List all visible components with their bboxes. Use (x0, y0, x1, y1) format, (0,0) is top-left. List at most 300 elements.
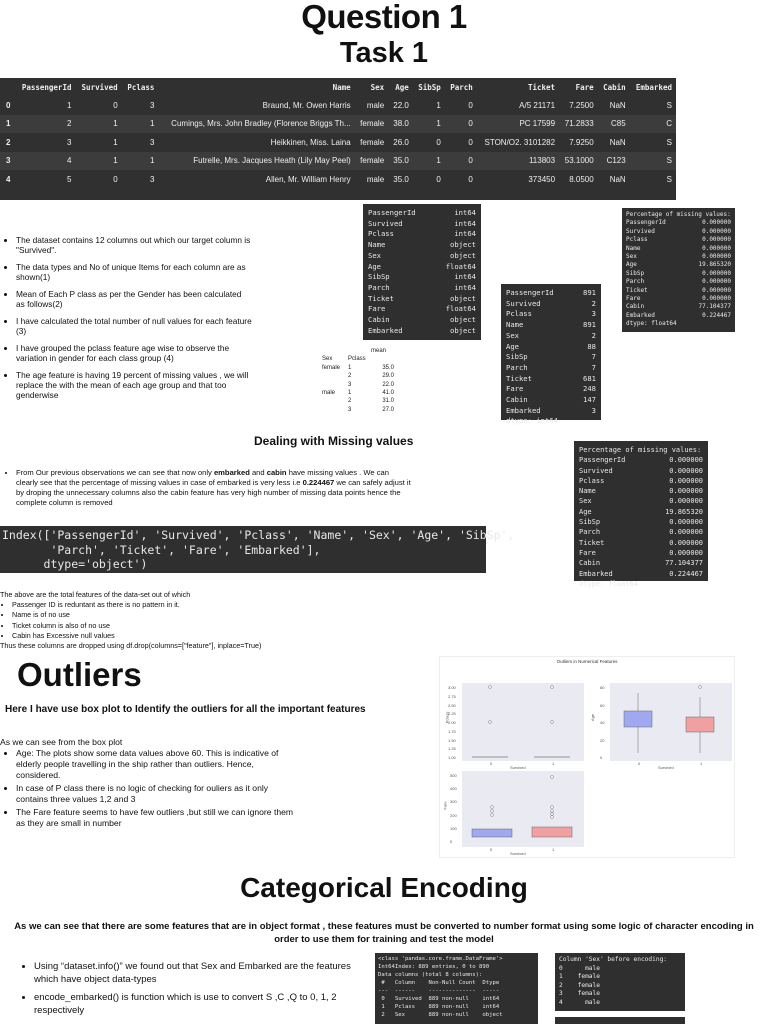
table-cell: 3 (67, 137, 72, 147)
column-header: Pclass (127, 82, 155, 92)
output-value: 0.224467 (669, 569, 703, 578)
output-row (506, 352, 596, 363)
output-row (626, 219, 731, 227)
axis-tick: 1.00 (448, 755, 456, 760)
dataframe-head-table (0, 78, 676, 200)
mean-class: 3 (348, 406, 352, 413)
output-row (626, 261, 731, 269)
x-tick: 0 (490, 761, 493, 766)
mean-value: 35.0 (382, 364, 394, 371)
info-line: 0 Survived 889 non-null int64 (378, 996, 500, 1002)
output-value: 0.000000 (702, 295, 731, 303)
output-key: PassengerId (368, 208, 416, 217)
table-row (0, 115, 676, 134)
output-row (506, 384, 596, 395)
output-row (368, 219, 476, 230)
table-cell: C (630, 115, 676, 134)
output-row (579, 486, 703, 496)
output-value: 0.000000 (702, 236, 731, 244)
boxplot-title: Outliers in Numerical Features (556, 659, 618, 664)
output-row (626, 236, 731, 244)
output-key: Fare (626, 295, 641, 303)
output-key: Sex (368, 250, 381, 260)
table-cell: 2 (6, 137, 11, 147)
mean-row (322, 397, 394, 405)
output-row (626, 228, 731, 236)
sex-line: 2 female (559, 981, 600, 989)
output-value: 0.000000 (669, 487, 703, 496)
y-axis-label: Fare (442, 801, 448, 810)
table-cell: Cumings, Mrs. John Bradley (Florence Briggs Th... (158, 115, 354, 134)
info-line: 2 Sex 889 non-null object (378, 1012, 503, 1018)
axis-tick: 80 (600, 685, 605, 690)
output-footer: dtype: int64 (506, 416, 558, 426)
outliers-notes (0, 737, 300, 831)
output-key: PassengerId (579, 456, 626, 465)
axis-tick: 2.50 (448, 702, 456, 708)
output-value: 0.000000 (702, 253, 731, 261)
encoding-subtitle: As we can see that there are some features that are in object format , these features must be converted to number format using some logic of character encoding in order to use them for training and test the model (14, 921, 754, 945)
output-key: Fare (368, 304, 386, 314)
bullet-item: • I have grouped the pclass feature age wise to observe the variation in gender for each class group (4) (16, 343, 252, 363)
axis-tick: 0 (450, 839, 453, 844)
page-title: Question 1 (301, 0, 467, 35)
column-header: Sex (370, 82, 385, 92)
table-cell: 4 (15, 152, 75, 171)
table-row (0, 133, 676, 152)
table-cell: 0 (468, 100, 473, 110)
axis-tick: 1.50 (448, 737, 456, 743)
bullet-item: • Mean of Each P class as per the Gender has been calculated as follows(2) (16, 289, 252, 309)
axis-tick: 40 (600, 720, 605, 725)
output-row (579, 496, 703, 506)
boxplot-svg (440, 657, 734, 857)
output-row (579, 538, 703, 548)
table-cell: 1 (413, 152, 445, 171)
output-key: Age (579, 507, 592, 516)
output-value: int64 (454, 229, 476, 239)
output-row (368, 262, 476, 273)
output-row (368, 294, 476, 305)
output-row (506, 342, 596, 353)
output-row (626, 312, 731, 320)
bullet-item: • In case of P class there is no logic of checking for ouliers as it only contains three values 1,2 and 3 (16, 783, 300, 805)
y-axis-label: Pclass (444, 711, 450, 724)
table-cell: male (366, 174, 385, 184)
output-row (506, 288, 596, 299)
unique-counts-output (501, 284, 601, 426)
mean-sex (322, 372, 348, 380)
output-row (626, 295, 731, 303)
axis-tick: 3.00 (448, 685, 456, 690)
output-value: object (450, 250, 476, 260)
output-value: int64 (454, 218, 476, 228)
output-value: 147 (583, 395, 596, 405)
output-key: Name (579, 487, 596, 496)
output-key: Name (368, 240, 386, 250)
table-cell: female (355, 115, 389, 134)
table-cell: 0 (6, 100, 11, 110)
y-axis-label: Age (590, 713, 596, 722)
output-title: Percentage of missing values: (579, 446, 702, 454)
table-cell: C123 (598, 152, 630, 171)
bullet-item: • The dataset contains 12 columns out which our target column is "Survived". (16, 235, 252, 255)
column-header: Embarked (635, 82, 672, 92)
output-key: Embarked (506, 405, 541, 415)
outliers-intro: As we can see from the box plot (0, 737, 123, 747)
output-value: int64 (454, 272, 476, 282)
column-header: Ticket (527, 82, 556, 92)
output-key: Sex (579, 497, 592, 506)
mean-sex: female (322, 364, 341, 371)
output-value: object (450, 293, 476, 303)
axis-tick: 1.75 (448, 728, 456, 734)
table-cell: Allen, Mr. William Henry (265, 174, 351, 184)
output-key: Age (368, 261, 381, 271)
box-survived-1 (686, 717, 714, 732)
bullet-item: • Passenger ID is reduntant as there is no pattern in it. (12, 600, 330, 610)
output-row (626, 253, 731, 261)
table-cell: 0 (436, 137, 441, 147)
output-value: 19.865320 (665, 507, 703, 516)
output-value: 7 (591, 352, 596, 362)
output-value: 3 (591, 309, 596, 319)
output-key: SibSp (368, 272, 390, 282)
mean-class: 1 (348, 364, 352, 371)
table-cell: 1 (75, 115, 121, 134)
mean-class: 3 (348, 381, 352, 388)
output-value: 0.000000 (702, 244, 731, 252)
table-cell: female (360, 137, 385, 147)
output-row (579, 507, 703, 517)
output-key: Age (626, 261, 637, 269)
table-cell: 1 (122, 115, 159, 134)
output-key: Ticket (506, 373, 532, 383)
column-header: Parch (450, 82, 473, 92)
column-header: Fare (575, 82, 594, 92)
table-cell: Braund, Mr. Owen Harris (262, 100, 351, 110)
output-value: 0.000000 (702, 286, 731, 294)
output-key: Sex (506, 330, 519, 340)
output-row (579, 466, 703, 476)
output-value: int64 (454, 282, 476, 292)
mean-sex (322, 397, 348, 405)
table-row (0, 170, 676, 189)
output-value: int64 (454, 208, 476, 217)
mean-value: 29.0 (382, 373, 394, 380)
output-row (579, 558, 703, 568)
output-key: Parch (579, 528, 601, 537)
mean-row (322, 364, 394, 372)
output-value: 0.000000 (669, 548, 703, 557)
dataset-info-output (375, 953, 538, 1024)
table-cell: 8.0500 (569, 174, 594, 184)
x-tick: 1 (700, 761, 703, 766)
output-key: Survived (368, 218, 403, 228)
table-cell: 53.1000 (559, 152, 598, 171)
mean-class: 2 (348, 373, 352, 380)
sex-line: 0 male (559, 964, 600, 972)
mean-col: Pclass (348, 356, 366, 363)
table-cell: 5 (67, 174, 72, 184)
output-key: Ticket (368, 293, 394, 303)
table-cell: 71.2833 (559, 115, 598, 134)
feature-drop-notes (0, 590, 330, 651)
column-header: SibSp (418, 82, 441, 92)
output-value: 88 (587, 341, 596, 351)
output-key: Pclass (506, 309, 532, 319)
table-cell: 22.0 (393, 100, 409, 110)
info-line: # Column Non-Null Count Dtype (378, 980, 500, 986)
output-key: Survived (506, 298, 541, 308)
bullet-item: • The Fare feature seems to have few outliers ,but still we can ignore them as they are small in number (16, 807, 300, 829)
output-value: 19.865320 (698, 261, 731, 269)
axis-tick: 0 (600, 755, 603, 760)
table-cell: 38.0 (388, 115, 413, 134)
table-cell: 0 (445, 152, 477, 171)
output-value: 0.000000 (702, 278, 731, 286)
output-footer: dtype: float64 (579, 579, 639, 588)
output-value: object (450, 240, 476, 250)
output-key: Name (506, 320, 524, 330)
output-key: PassengerId (506, 288, 554, 297)
output-key: Cabin (506, 395, 528, 405)
axis-tick: 2.00 (448, 720, 456, 725)
mean-row (322, 406, 394, 414)
feature-intro: The above are the total features of the data-set out of which (0, 590, 191, 599)
column-header: PassengerId (21, 82, 72, 92)
table-cell: 3 (149, 100, 155, 110)
axis-tick: 1.25 (448, 746, 456, 752)
output-footer: dtype: float64 (626, 320, 677, 328)
output-row (626, 270, 731, 278)
code-line: 'Parch', 'Ticket', 'Fare', 'Embarked'], (2, 542, 321, 557)
info-line: <class 'pandas.core.frame.DataFrame'> (378, 956, 503, 962)
output-key: Embarked (579, 569, 613, 578)
table-cell: S (666, 174, 672, 184)
x-axis-label: Survived (510, 765, 526, 770)
table-cell: 0 (436, 174, 441, 184)
mean-row (322, 389, 394, 397)
mean-value: 22.0 (382, 381, 394, 388)
output-row (368, 251, 476, 262)
output-value: 0.000000 (702, 219, 731, 227)
x-tick: 1 (552, 761, 555, 766)
table-cell: 0 (113, 100, 118, 110)
axis-tick: 2.25 (448, 711, 456, 717)
sex-line: Column 'Sex' before encoding: (559, 956, 668, 963)
column-header: Age (395, 82, 409, 92)
output-key: Name (626, 244, 641, 252)
output-row (579, 476, 703, 486)
output-value: float64 (445, 261, 476, 271)
output-title: Percentage of missing values: (626, 211, 731, 218)
dtypes-output (363, 204, 481, 340)
axis-tick: 20 (600, 737, 605, 743)
mean-sex (322, 381, 348, 389)
output-value: 0.000000 (669, 538, 703, 547)
outliers-title: Outliers (17, 656, 142, 693)
output-value: 0.000000 (702, 269, 731, 277)
index-header (0, 78, 15, 96)
encoding-notes (4, 960, 374, 1022)
output-row (506, 395, 596, 406)
mean-value: 27.0 (382, 406, 394, 413)
sex-before-encoding-output (555, 953, 685, 1011)
output-key: Pclass (626, 236, 648, 244)
table-cell: 113803 (477, 152, 559, 171)
next-output-box (555, 1017, 685, 1024)
axis-tick: 2.75 (448, 693, 456, 699)
bullet-item: • Name is of no use (12, 610, 330, 620)
output-row (579, 455, 703, 465)
mean-sex (322, 406, 348, 414)
table-cell: 0 (468, 174, 473, 184)
output-value: 7 (591, 362, 596, 372)
output-key: Fare (579, 548, 596, 557)
table-cell: 0 (113, 174, 118, 184)
output-row (368, 326, 476, 337)
table-cell: 1 (75, 152, 121, 171)
output-row (506, 299, 596, 310)
output-value: 891 (583, 288, 596, 297)
output-key: Sex (626, 253, 637, 261)
output-key: Ticket (579, 538, 605, 547)
axis-tick: 100 (450, 825, 457, 831)
output-row (368, 272, 476, 283)
output-key: Age (506, 341, 519, 351)
output-value: 891 (583, 320, 596, 330)
table-cell: 1 (0, 115, 15, 134)
x-axis-label: Survived (658, 765, 674, 770)
output-value: 681 (583, 373, 596, 383)
table-cell: 35.0 (388, 152, 413, 171)
table-cell: 1 (122, 152, 159, 171)
table-cell: 1 (413, 115, 445, 134)
table-cell: NaN (609, 137, 626, 147)
table-cell: NaN (609, 100, 626, 110)
code-line: dtype='object') (2, 557, 148, 571)
output-row (626, 287, 731, 295)
mean-value: 31.0 (382, 398, 394, 405)
table-cell: 0 (468, 137, 473, 147)
mean-row (322, 372, 394, 380)
column-header: Name (332, 82, 351, 92)
output-value: 0.000000 (669, 456, 703, 465)
feature-outro: Thus these columns are dropped using df.drop(columns=["feature"], inplace=True) (0, 641, 262, 651)
output-key: Embarked (626, 311, 655, 319)
table-cell: 35.0 (393, 174, 409, 184)
output-value: 77.104377 (698, 303, 731, 311)
mean-class: 1 (348, 390, 352, 397)
output-key: Ticket (626, 286, 648, 294)
missing-paragraph: • From Our previous observations we can see that now only embarked and cabin have missing values . We can clearly see that the percentage of missing values in case of embarked is very less i.e 0.224467 we can safely adjust it by droping the unnecessary columns also the cabin feature has very high number of missing data points hence the complete column is removed (2, 468, 412, 508)
table-cell: 0 (445, 115, 477, 134)
output-key: Parch (626, 278, 645, 286)
bullet-item: • encode_embarked() is function which is use to convert S ,C ,Q to 0, 1, 2 respectively (34, 991, 374, 1017)
bullet-item: • Cabin has Excessive null values (12, 631, 330, 641)
output-row (626, 278, 731, 286)
output-row (368, 240, 476, 251)
output-key: Embarked (368, 325, 403, 335)
output-key: Survived (579, 466, 613, 475)
table-cell: male (366, 100, 385, 110)
bullet-item: • The data types and No of unique Items for each column are as shown(1) (16, 262, 252, 282)
table-cell: 1 (113, 137, 118, 147)
output-value: 248 (583, 384, 596, 394)
output-key: Parch (368, 282, 390, 292)
boxplot-figure (439, 656, 735, 858)
columns-index-output (0, 526, 515, 573)
info-line: --- ------ -------------- ----- (378, 988, 500, 994)
x-tick: 1 (552, 847, 555, 852)
table-cell: 3 (0, 152, 15, 171)
table-row (0, 96, 676, 115)
bullet-item: • Ticket column is also of no use (12, 621, 330, 631)
output-value: 0.000000 (669, 518, 703, 527)
output-key: Cabin (626, 303, 645, 311)
output-key: Cabin (579, 559, 601, 568)
output-value: 0.000000 (702, 227, 731, 235)
x-tick: 0 (490, 847, 493, 852)
info-line: Data columns (total 8 columns): (378, 972, 483, 978)
output-key: Pclass (368, 229, 394, 239)
sex-line: 3 female (559, 990, 600, 998)
output-row (506, 406, 596, 417)
mean-sex: male (322, 390, 336, 397)
table-cell: 26.0 (393, 137, 409, 147)
output-value: object (450, 315, 476, 325)
output-key: Fare (506, 384, 524, 394)
table-cell: Heikkinen, Miss. Laina (270, 137, 351, 147)
bullet-item: • The age feature is having 19 percent of missing values , we will replace the with the mean of each age group and that too genderwise (16, 370, 252, 400)
table-cell: 3 (149, 174, 155, 184)
encoding-title: Categorical Encoding (240, 872, 528, 903)
output-value: object (450, 325, 476, 335)
pclass-panel (462, 683, 584, 761)
table-cell: female (355, 152, 389, 171)
missing-values-output (574, 441, 708, 588)
output-key: Pclass (579, 476, 605, 485)
output-row (579, 569, 703, 579)
table-cell: 1 (436, 100, 441, 110)
bullet-item: • Age: The plots show some data values above 60. This is indicative of elderly people travelling in the ship rather than outliers. Hence, considered. (16, 748, 300, 781)
table-row (0, 152, 676, 171)
table-cell: S (666, 137, 672, 147)
box-survived-0 (472, 829, 512, 837)
output-key: Survived (626, 227, 655, 235)
output-row (506, 320, 596, 331)
axis-tick: 300 (450, 799, 457, 805)
table-cell: S (666, 100, 672, 110)
mean-cols (322, 355, 394, 363)
x-axis-label: Survived (510, 851, 526, 856)
output-key: SibSp (506, 352, 528, 362)
page-subtitle: Task 1 (339, 37, 429, 69)
mean-value: 41.0 (382, 390, 394, 397)
output-key: Cabin (368, 315, 390, 325)
table-cell: 7.9250 (569, 137, 594, 147)
table-cell: STON/O2. 3101282 (484, 137, 556, 147)
output-value: 2 (591, 298, 596, 308)
table-cell: C85 (598, 115, 630, 134)
output-key: SibSp (579, 518, 601, 527)
axis-tick: 500 (450, 773, 457, 778)
sex-line: 4 male (559, 998, 600, 1006)
table-cell: A/5 21171 (519, 100, 556, 110)
code-line: Index(['PassengerId', 'Survived', 'Pclass', 'Name', 'Sex', 'Age', 'SibSp', (2, 528, 515, 542)
output-key: Parch (506, 362, 528, 372)
